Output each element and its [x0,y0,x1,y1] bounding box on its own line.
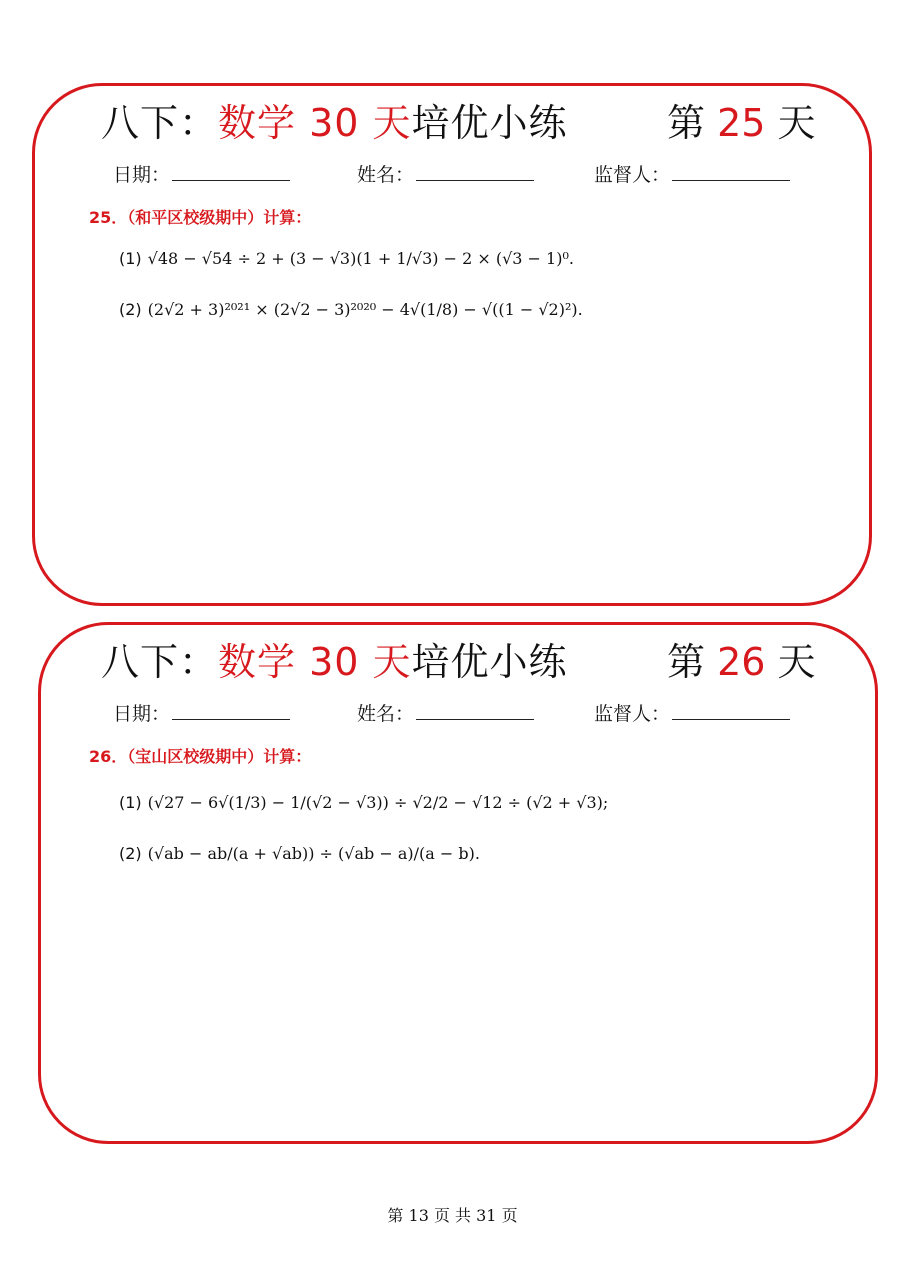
question-heading: 25．（和平区校级期中）计算： [89,208,312,227]
problem-2: (2) (2√2 + 3)²⁰²¹ × (2√2 − 3)²⁰²⁰ − 4√(1/8) − √((1 − √2)²). [119,300,583,319]
supervisor-field: 监督人： [594,160,790,187]
supervisor-field: 监督人： [594,699,790,726]
question-heading: 26．（宝山区校级期中）计算： [89,747,312,766]
problem-1: (1) (√27 − 6√(1/3) − 1/(√2 − √3)) ÷ √2/2 − √12 ÷ (√2 + √3); [119,793,609,812]
card-title: 八下：数学 30 天培优小练 [101,640,568,684]
day-label: 第 26 天 [667,640,816,684]
info-fields [35,699,869,729]
problem-2: (2) (√ab − ab/(a + √ab)) ÷ (√ab − a)/(a − b). [119,844,480,863]
problem-1: (1) √48 − √54 ÷ 2 + (3 − √3)(1 + 1/√3) − 2 × (√3 − 1)⁰. [119,249,574,268]
name-field: 姓名： [357,160,534,187]
date-field: 日期： [113,699,290,726]
day-label: 第 25 天 [667,101,816,145]
day26-card [38,622,878,1144]
info-fields [35,160,869,190]
name-field: 姓名： [357,699,534,726]
day25-card [32,83,872,606]
page-footer: 第 13 页 共 31 页 [387,1206,518,1225]
date-field: 日期： [113,160,290,187]
card-title: 八下：数学 30 天培优小练 [101,101,568,145]
